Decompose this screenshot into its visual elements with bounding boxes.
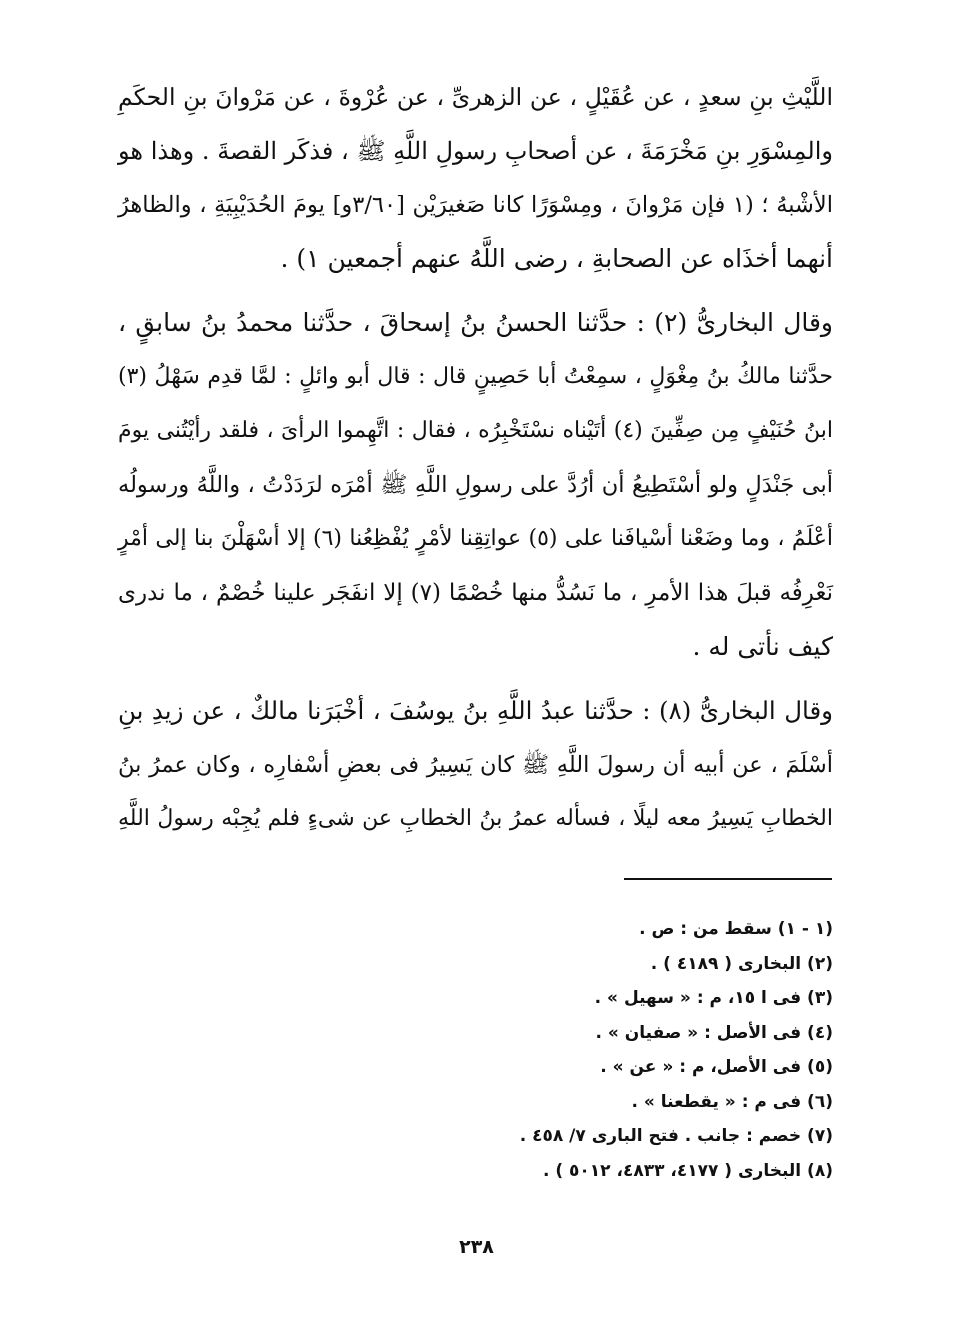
text-line: والمِسْوَرِ بنِ مَخْرَمَةَ ، عن أصحابِ رسولِ اللَّهِ ﷺ ، فذكَر القصةَ . وهذا هو <box>118 137 833 165</box>
text-line: وقال البخارىُّ (٨) : حدَّثنا عبدُ اللَّهِ بنُ يوسُفَ ، أخْبَرَنا مالكٌ ، عن زيدِ بنِ <box>118 696 834 725</box>
paragraph-3 <box>118 684 833 846</box>
footnote: (٦) فى م : « يقطعنا » . <box>631 1091 833 1112</box>
page-number: ٢٣٨ <box>459 1236 494 1258</box>
text-line: ابنُ حُنَيْفٍ مِن صِفِّينَ (٤) أتَيْناه نسْتَخْبِرُه ، فقال : اتَّهِموا الرأىَ ، فلقد رأيْتُنى يومَ <box>118 418 833 443</box>
footnote: (٢) البخارى ( ٤١٨٩ ) . <box>650 953 833 974</box>
text-line: أنهما أخذَاه عن الصحابةِ ، رضى اللَّهُ عنهم أجمعين ١) . <box>280 244 833 273</box>
footnote: (٨) البخارى ( ٤١٧٧، ٤٨٣٣، ٥٠١٢ ) . <box>542 1160 833 1181</box>
footnote: (١ - ١) سقط من : ص . <box>639 919 833 939</box>
footnote: (٧) خصم : جانب . فتح البارى ٧/ ٤٥٨ . <box>519 1126 833 1146</box>
paragraph-2 <box>118 296 833 674</box>
text-line: أبى جَنْدَلٍ ولو أسْتَطِيعُ أن أرُدَّ على رسولِ اللَّهِ ﷺ أمْرَه لرَدَدْتُ ، واللَّهُ ورسولُه <box>118 472 833 498</box>
footnote: (٥) فى الأصل، م : « عن » . <box>600 1057 833 1077</box>
text-line: اللَّيْثِ بنِ سعدٍ ، عن عُقَيْلٍ ، عن الزهرىِّ ، عن عُرْوةَ ، عن مَرْوانَ بنِ الحكَمِ <box>118 83 833 111</box>
text-line: نَعْرِفُه قبلَ هذا الأمرِ ، ما نَسُدُّ منها خُصْمًا (٧) إلا انفَجَر علينا خُصْمٌ ، ما ندرى <box>118 580 833 606</box>
footnote: (٣) فى ا ١٥، م : « سهيل » . <box>594 988 833 1008</box>
footnotes <box>273 912 833 1188</box>
footnote: (٤) فى الأصل : « صفيان » . <box>595 1022 833 1043</box>
text-line: أعْلَمُ ، وما وضَعْنا أسْيافَنا على (٥) عواتِقِنا لأمْرٍ يُفْظِعُنا (٦) إلا أسْهَلْنَ بنا إلى أمْرٍ <box>118 526 834 551</box>
main-text <box>118 70 833 856</box>
paragraph-1 <box>118 70 833 286</box>
text-line: الخطابِ يَسِيرُ معه ليلًا ، فسأله عمرُ بنُ الخطابِ عن شىءٍ فلم يُجِبْه رسولُ اللَّهِ <box>118 806 833 831</box>
text-line: حدَّثنا مالكُ بنُ مِغْوَلٍ ، سمِعْتُ أبا حَصِينٍ قال : قال أبو وائلٍ : لمَّا قدِم سَهْلُ (٣) <box>118 364 833 389</box>
footnote-separator <box>624 878 832 880</box>
text-line: الأشْبهُ ؛ (١ فإن مَرْوانَ ، ومِسْوَرًا كانا صَغيرَيْن [٣/٦٠و] يومَ الحُدَيْبِيَةِ ، والظاهرُ <box>118 192 833 218</box>
text-line: كيف نأتى له . <box>692 632 833 661</box>
text-line: وقال البخارىُّ (٢) : حدَّثنا الحسنُ بنُ إسحاقَ ، حدَّثنا محمدُ بنُ سابقٍ ، <box>118 308 833 337</box>
text-line: أسْلَمَ ، عن أبيه أن رسولَ اللَّهِ ﷺ كان يَسِيرُ فى بعضِ أسْفارِه ، وكان عمرُ بنُ <box>118 752 833 778</box>
